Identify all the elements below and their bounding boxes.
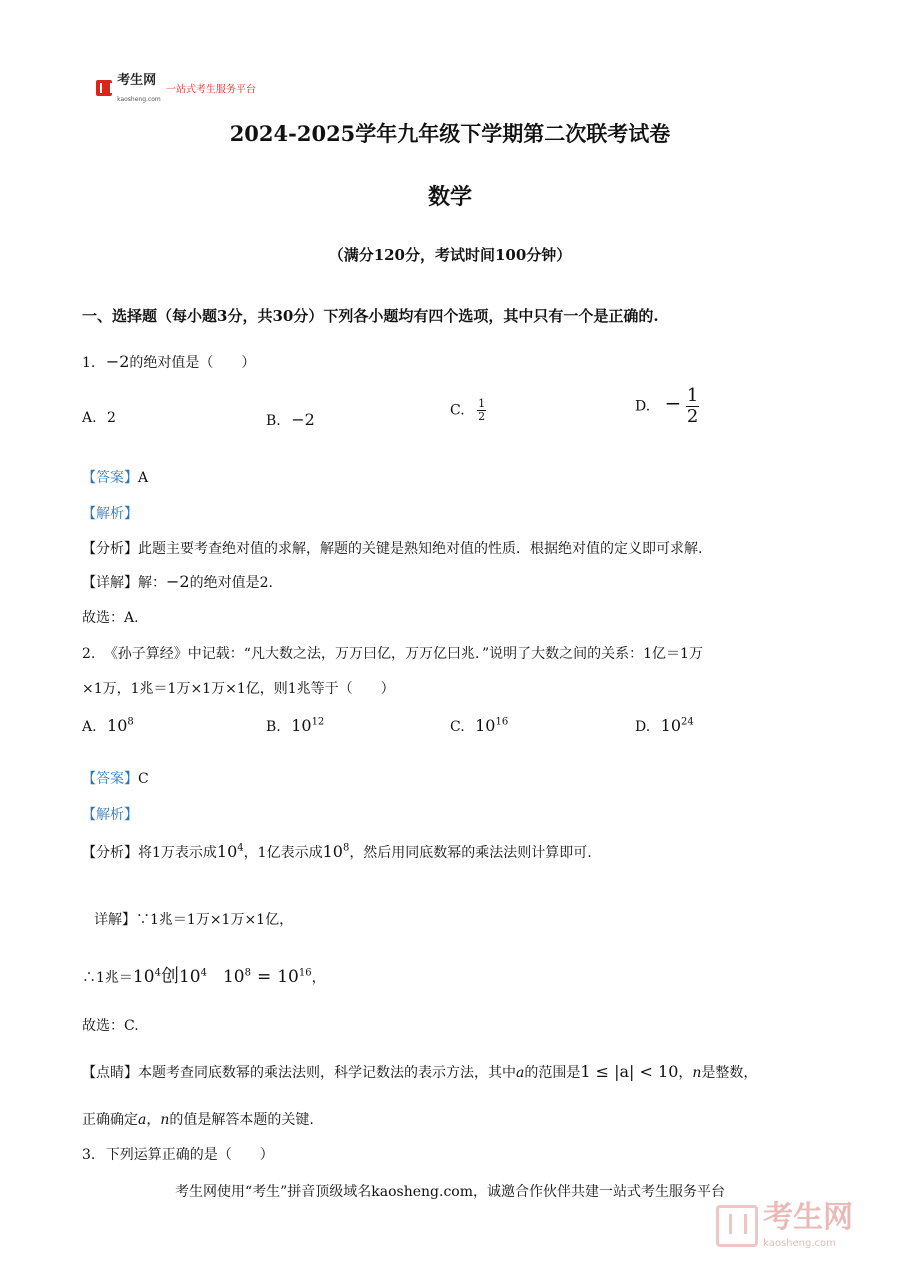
fraction-denominator: 2 <box>478 410 486 424</box>
power-10-4: $10^4$ <box>216 842 244 861</box>
var-n: n <box>692 1065 702 1081</box>
header-logo[interactable] <box>96 72 256 104</box>
option-label: C. <box>450 719 465 735</box>
option-label: B. <box>266 413 281 429</box>
option-label: C. <box>450 402 465 419</box>
kaosheng-logo-icon <box>96 80 112 96</box>
option-label: A. <box>82 410 97 426</box>
q2-line1 <box>82 643 703 663</box>
calc-term: $10^{16}$ <box>277 967 312 987</box>
option-label: B. <box>266 719 281 735</box>
q1-option-c[interactable] <box>450 398 486 423</box>
dianjing-text: 本题考查同底数幂的乘法法则，科学记数法的表示方法，其中 <box>138 1065 516 1081</box>
q2-option-c[interactable] <box>450 716 508 735</box>
q2-answer <box>82 768 149 788</box>
option-label: D. <box>635 719 651 735</box>
xiangjie-tag: 【详解】 <box>82 575 138 591</box>
dianjing-text: 的值是解答本题的关键. <box>169 1112 314 1128</box>
question-3 <box>82 1144 274 1164</box>
fenxi-text: 将1万表示成 <box>138 845 217 861</box>
option-sign: − <box>664 391 682 416</box>
q1-expression: −2 <box>105 352 130 371</box>
xiangjie-expr: −2 <box>166 572 190 591</box>
option-fraction <box>686 386 699 427</box>
q2-dianjing-line2 <box>82 1109 314 1129</box>
q3-text: 下列运算正确的是（ ） <box>105 1147 274 1163</box>
q1-option-b[interactable] <box>266 410 315 429</box>
answer-value: A <box>138 470 149 486</box>
option-label: D. <box>635 398 651 415</box>
calc-glyph: 创 <box>160 966 179 987</box>
footer-text: 考生网使用“考生”拼音顶级域名kaosheng.com，诚邀合作伙伴共建一站式考生服务平台 <box>174 1184 726 1200</box>
calc-term: $10^8$ <box>222 967 251 987</box>
q2-line2: ×1万，1兆＝1万×1万×1亿，则1兆等于（ ） <box>82 681 395 697</box>
xiangjie-text: ∵1兆＝1万×1万×1亿， <box>136 912 294 928</box>
q2-option-b[interactable] <box>266 716 324 735</box>
fraction-denominator: 2 <box>686 405 699 427</box>
exam-title: 2024-2025学年九年级下学期第二次联考试卷 <box>229 121 671 146</box>
option-label: A. <box>82 719 97 735</box>
q1-option-a[interactable] <box>82 410 116 426</box>
q2-text-line1: 《孙子算经》中记载：“凡大数之法，万万曰亿，万万亿曰兆．”说明了大数之间的关系：1亿＝1万 <box>103 646 703 662</box>
q1-answer <box>82 467 148 487</box>
power-10-8: $10^8$ <box>322 842 350 861</box>
q1-xiangjie <box>82 572 273 592</box>
answer-value: C <box>138 771 149 787</box>
logo-domain: kaosheng.com <box>117 96 161 103</box>
fenxi-text: 此题主要考查绝对值的求解，解题的关键是熟知绝对值的性质．根据绝对值的定义即可求解. <box>138 541 703 557</box>
q1-fenxi <box>82 538 702 558</box>
q2-number: 2. <box>82 646 96 662</box>
dianjing-tag: 【点睛】 <box>82 1065 138 1081</box>
answer-tag: 【答案】 <box>82 771 138 787</box>
fraction-numerator: 1 <box>478 397 486 410</box>
fenxi-tag: 【分析】 <box>82 845 138 861</box>
option-fraction <box>477 398 486 423</box>
option-value: 2 <box>107 410 116 426</box>
watermark-domain: kaosheng.com <box>763 1238 836 1249</box>
calc-equals: = <box>256 967 272 987</box>
q1-analysis-tag: 【解析】 <box>82 506 138 522</box>
q1-guxuan: 故选：A. <box>82 610 139 626</box>
q1-text: 的绝对值是（ ） <box>129 355 256 371</box>
dianjing-text: 正确确定 <box>82 1112 138 1128</box>
var-n: n <box>160 1112 170 1128</box>
q2-dianjing <box>82 1062 757 1082</box>
therefore-text: ∴1兆＝ <box>82 970 133 986</box>
option-power: $10^{16}$ <box>475 716 509 735</box>
var-a: a <box>516 1065 525 1081</box>
dianjing-text: 是整数， <box>701 1065 758 1081</box>
exam-note: （满分120分，考试时间100分钟） <box>328 246 572 264</box>
calc-end: ， <box>311 970 326 986</box>
fraction-numerator: 1 <box>686 385 699 406</box>
option-power: $10^{24}$ <box>660 716 694 735</box>
option-power: $10^8$ <box>107 716 134 735</box>
xiangjie-pre: 解： <box>138 575 166 591</box>
section-heading: 一、选择题（每小题3分，共30分）下列各小题均有四个选项，其中只有一个是正确的. <box>82 307 659 325</box>
question-1 <box>82 352 255 372</box>
q2-analysis-tag: 【解析】 <box>82 807 138 823</box>
subject-title: 数学 <box>427 184 472 210</box>
q2-option-d[interactable] <box>635 716 694 735</box>
q1-number: 1. <box>82 355 96 371</box>
q2-guxuan: 故选：C. <box>82 1018 139 1034</box>
option-value: −2 <box>291 410 315 429</box>
dianjing-text: ， <box>678 1065 693 1081</box>
dianjing-text: ， <box>146 1112 161 1128</box>
fenxi-text: ，1亿表示成 <box>243 845 323 861</box>
q1-option-d[interactable] <box>635 386 699 427</box>
option-power: $10^{12}$ <box>291 716 325 735</box>
q2-option-a[interactable] <box>82 716 134 735</box>
q3-number: 3. <box>82 1147 96 1163</box>
header-slogan: 一站式考生服务平台 <box>165 84 256 96</box>
range-expression: 1 ≤ |a| < 10 <box>580 1062 679 1081</box>
fenxi-tag: 【分析】 <box>82 541 138 557</box>
xiangjie-tag: 详解】 <box>94 912 136 928</box>
q2-fenxi <box>82 842 592 862</box>
dianjing-text: 的范围是 <box>524 1065 581 1081</box>
fenxi-text: ，然后用同底数幂的乘法法则计算即可. <box>349 845 592 861</box>
calc-term: $10^4$ <box>132 967 161 987</box>
watermark-text: 考生网 <box>763 1200 854 1235</box>
kaosheng-watermark-icon <box>716 1205 758 1247</box>
q2-calculation <box>82 962 326 988</box>
q2-xiangjie <box>94 909 293 929</box>
answer-tag: 【答案】 <box>82 470 138 486</box>
var-a: a <box>138 1112 147 1128</box>
logo-text: 考生网 <box>117 73 157 88</box>
calc-term: $10^4$ <box>178 967 207 987</box>
xiangjie-post: 的绝对值是2. <box>189 575 273 591</box>
watermark <box>716 1200 854 1249</box>
